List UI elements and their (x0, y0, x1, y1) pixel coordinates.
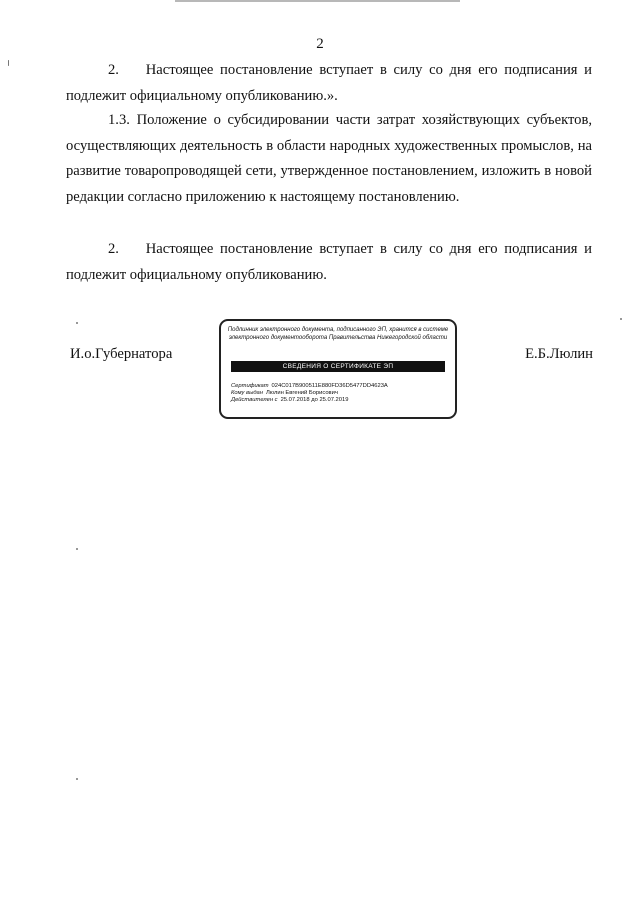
scan-speck (620, 318, 622, 320)
stamp-certificate-row (231, 383, 449, 390)
paragraph-effective-date-1: 2. Настоящее постановление вступает в силу со дня его подписания и подлежит официальному опубликованию.». (66, 62, 592, 104)
stamp-validity-row (231, 397, 449, 404)
valid-label: Действителен с (231, 397, 278, 403)
signatory-name: Е.Б.Люлин (525, 346, 593, 362)
scan-speck (76, 548, 78, 550)
electronic-signature-stamp (219, 319, 457, 419)
issued-to-label: Кому выдан (231, 390, 263, 396)
stamp-details (231, 383, 449, 404)
issued-to-value: Люлин Евгений Борисович (265, 390, 338, 396)
scan-edge-line (175, 0, 460, 2)
valid-to: 25.07.2019 (319, 397, 349, 403)
stamp-issued-to-row (231, 390, 449, 397)
paragraph-regulation-amendment: 1.3. Положение о субсидировании части затрат хозяйствующих субъектов, осуществляющих деятельность в области народных художественных промыслов, на развитие товаропроводящей сети, утвержденное постановлением, изложить в новой редакции согласно приложению к настоящему постановлению. (66, 112, 592, 205)
scan-speck (76, 778, 78, 780)
valid-to-label: до (311, 397, 318, 403)
paragraph-effective-date-2: 2. Настоящее постановление вступает в силу со дня его подписания и подлежит официальному опубликованию. (66, 241, 592, 283)
certificate-value: 024C017B900511E880FD36D5477DD4623A (271, 383, 388, 389)
scan-speck (76, 322, 78, 324)
page-number: 2 (316, 36, 324, 52)
scan-speck (8, 60, 9, 66)
certificate-label: Сертификат (231, 383, 269, 389)
signatory-position: И.о.Губернатора (70, 346, 173, 362)
valid-from: 25.07.2018 (280, 397, 310, 403)
stamp-header: Подлинник электронного документа, подписанного ЭП, хранится в системе электронного документооборота Правительства Нижегородской области (227, 327, 449, 341)
stamp-certificate-banner: СВЕДЕНИЯ О СЕРТИФИКАТЕ ЭП (231, 361, 445, 372)
